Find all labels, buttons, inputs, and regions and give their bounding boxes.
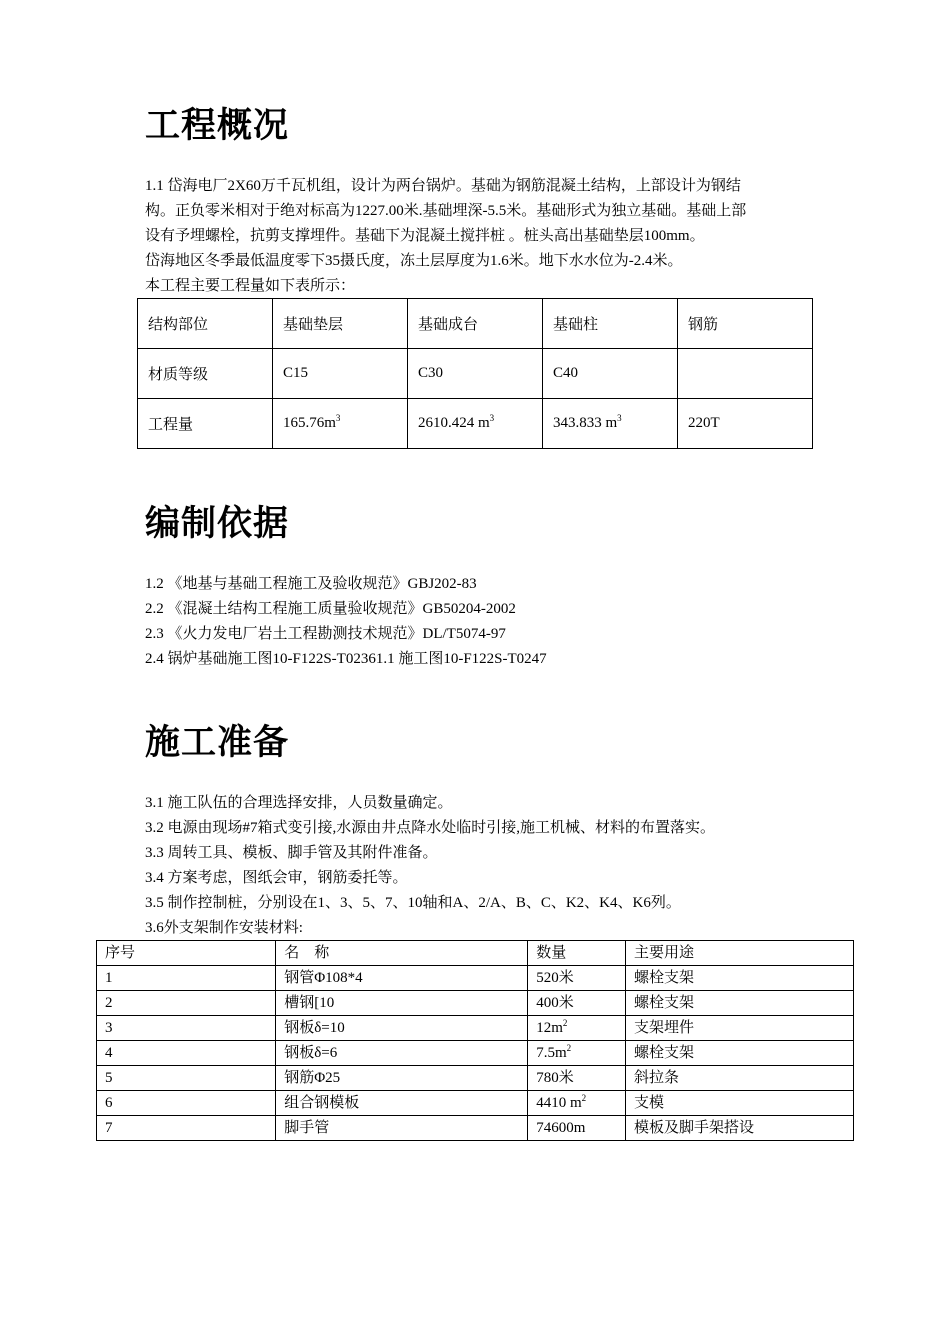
overview-paragraph-line: 设有予埋螺栓，抗剪支撑埋件。基础下为混凝土搅拌桩 。桩头高出基础垫层100mm。: [145, 228, 705, 244]
material-use: 支模: [626, 1091, 854, 1116]
materials-table-caption: 3.6外支架制作安装材料:: [145, 920, 303, 936]
preparation-item: 3.4 方案考虑，图纸会审，钢筋委托等。: [145, 870, 408, 886]
material-qty: [528, 1041, 626, 1066]
reference-item: 2.4 锅炉基础施工图10-F122S-T02361.1 施工图10-F122S-T0247: [145, 651, 547, 667]
unit-superscript: 3: [617, 413, 622, 423]
materials-table: [96, 940, 854, 1141]
unit-superscript: 3: [335, 413, 341, 423]
table-cell: C15: [273, 349, 408, 399]
material-name: 钢筋Φ25: [276, 1066, 528, 1091]
overview-paragraph-line: 构。正负零米相对于绝对标高为1227.00米.基础埋深-5.5米。基础形式为独立基础。基础上部: [145, 203, 747, 219]
table-row: [138, 299, 813, 349]
cell-value: 2610.424 m: [418, 415, 490, 431]
material-qty: [528, 1066, 626, 1091]
unit-superscript: 2: [562, 1018, 568, 1028]
unit-superscript: 2: [581, 1093, 587, 1103]
row-number: 2: [97, 991, 276, 1016]
table-cell: 结构部位: [138, 299, 273, 349]
qty-value: 400米: [536, 995, 574, 1011]
table-row: [97, 1066, 854, 1091]
qty-value: 12m: [536, 1020, 563, 1036]
cell-value: 343.833 m: [553, 415, 618, 431]
table-row: [97, 1016, 854, 1041]
qty-value: 74600m: [536, 1120, 586, 1136]
table-cell: [543, 399, 678, 449]
table-cell: 基础垫层: [273, 299, 408, 349]
table-cell: 工程量: [138, 399, 273, 449]
row-number: 3: [97, 1016, 276, 1041]
material-name: 钢板δ=10: [276, 1016, 528, 1041]
material-name: 槽钢[10: [276, 991, 528, 1016]
table-cell: [678, 349, 813, 399]
table-cell: 220T: [678, 399, 813, 449]
section-title-basis: 编制依据: [145, 504, 290, 544]
material-use: 模板及脚手架搭设: [626, 1116, 854, 1141]
table-row: [97, 991, 854, 1016]
reference-item: 2.3 《火力发电厂岩土工程勘测技术规范》DL/T5074-97: [145, 626, 506, 642]
table-row: [97, 1091, 854, 1116]
preparation-item: 3.5 制作控制桩，分别设在1、3、5、7、10轴和A、2/A、B、C、K2、K4、K6列。: [145, 895, 681, 911]
row-number: 7: [97, 1116, 276, 1141]
material-name: 脚手管: [276, 1116, 528, 1141]
material-qty: [528, 1116, 626, 1141]
row-number: 6: [97, 1091, 276, 1116]
column-header: 主要用途: [626, 941, 854, 966]
table-cell: C40: [543, 349, 678, 399]
table-row: [138, 399, 813, 449]
qty-value: 7.5m: [536, 1045, 567, 1061]
climate-paragraph: 岱海地区冬季最低温度零下35摄氏度，冻土层厚度为1.6米。地下水水位为-2.4米。: [145, 253, 683, 269]
preparation-item: 3.3 周转工具、模板、脚手管及其附件准备。: [145, 845, 438, 861]
column-header: 数量: [528, 941, 626, 966]
table-row: [97, 1041, 854, 1066]
column-header: 序号: [97, 941, 276, 966]
preparation-item: 3.1 施工队伍的合理选择安排，人员数量确定。: [145, 795, 453, 811]
qty-value: 4410 m: [536, 1095, 582, 1111]
material-qty: [528, 1091, 626, 1116]
qty-value: 780米: [536, 1070, 574, 1086]
table-cell: 钢筋: [678, 299, 813, 349]
row-number: 1: [97, 966, 276, 991]
material-qty: [528, 1016, 626, 1041]
unit-superscript: 3: [489, 413, 495, 423]
table-cell: C30: [408, 349, 543, 399]
quantity-table: [137, 298, 813, 449]
table-header-row: [97, 941, 854, 966]
overview-paragraph-line: 1.1 岱海电厂2X60万千瓦机组，设计为两台锅炉。基础为钢筋混凝土结构，上部设计为钢结: [145, 178, 741, 194]
material-name: 钢管Φ108*4: [276, 966, 528, 991]
material-use: 螺栓支架: [626, 991, 854, 1016]
material-name: 钢板δ=6: [276, 1041, 528, 1066]
row-number: 5: [97, 1066, 276, 1091]
table-cell: 基础柱: [543, 299, 678, 349]
reference-item: 2.2 《混凝土结构工程施工质量验收规范》GB50204-2002: [145, 601, 516, 617]
material-use: 支架埋件: [626, 1016, 854, 1041]
material-name: 组合钢模板: [276, 1091, 528, 1116]
table-row: [138, 349, 813, 399]
column-header: 名 称: [276, 941, 528, 966]
table-row: [97, 966, 854, 991]
unit-superscript: 2: [566, 1043, 572, 1053]
preparation-item: 3.2 电源由现场#7箱式变引接,水源由井点降水处临时引接,施工机械、材料的布置落实。: [145, 820, 716, 836]
qty-value: 520米: [536, 970, 574, 986]
quantity-table-caption: 本工程主要工程量如下表所示：: [145, 278, 356, 294]
table-cell: [408, 399, 543, 449]
section-title-preparation: 施工准备: [145, 723, 290, 763]
table-cell: [273, 399, 408, 449]
table-row: [97, 1116, 854, 1141]
material-qty: [528, 991, 626, 1016]
reference-item: 1.2 《地基与基础工程施工及验收规范》GBJ202-83: [145, 576, 477, 592]
material-qty: [528, 966, 626, 991]
section-title-overview: 工程概况: [145, 106, 290, 146]
material-use: 螺栓支架: [626, 1041, 854, 1066]
material-use: 螺栓支架: [626, 966, 854, 991]
table-cell: 材质等级: [138, 349, 273, 399]
row-number: 4: [97, 1041, 276, 1066]
table-cell: 基础成台: [408, 299, 543, 349]
cell-value: 165.76m: [283, 415, 336, 431]
material-use: 斜拉条: [626, 1066, 854, 1091]
